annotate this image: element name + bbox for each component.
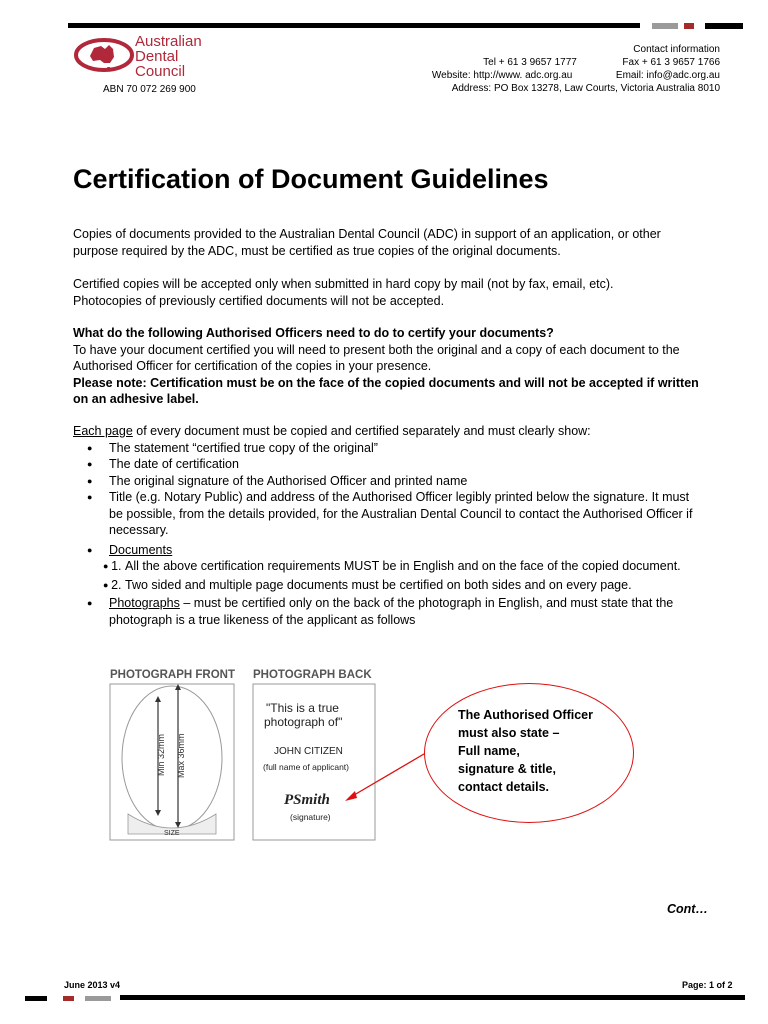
- tel: Tel + 61 3 9657 1777: [483, 57, 577, 68]
- photographs-item: [109, 595, 705, 628]
- logo-line-3: Council: [135, 63, 186, 80]
- signature-text: PSmith: [284, 792, 330, 808]
- min-label: Min 32mm: [156, 733, 166, 776]
- header-black-square: [705, 23, 743, 29]
- officers-heading: What do the following Authorised Officers need to do to certify your documents?: [73, 326, 554, 340]
- intro-p1: Copies of documents provided to the Australian Dental Council (ADC) in support of an application, or other purpose required by the ADC, must be certified as true copies of the original documents.: [73, 227, 661, 258]
- each-page-section: [73, 423, 705, 628]
- callout-line-1: The Authorised Officer: [458, 708, 593, 722]
- size-label: SIZE: [164, 830, 180, 837]
- requirements-list: [73, 440, 705, 629]
- logo-line-1: Australian: [135, 33, 202, 50]
- quote-line-1: "This is a true: [266, 701, 339, 715]
- footer-red-square: [63, 996, 74, 1001]
- quote-line-2: photograph of": [264, 715, 343, 729]
- documents-list: [73, 558, 705, 593]
- max-label: Max 36mm: [176, 733, 186, 778]
- callout-text: [458, 706, 593, 796]
- adc-logo-icon: [74, 32, 134, 82]
- documents-label: Documents: [109, 542, 173, 557]
- list-item: ● The statement “certified true copy of the original”: [109, 440, 705, 457]
- documents-item: [109, 542, 705, 594]
- list-item: ● The original signature of the Authorised Officer and printed name: [109, 473, 705, 490]
- applicant-caption: (full name of applicant): [263, 762, 349, 772]
- intro-paragraph-2: [73, 276, 705, 309]
- footer-rule: [120, 995, 745, 1000]
- intro-p2b: Photocopies of previously certified documents will not be accepted.: [73, 293, 445, 308]
- contact-phone-row: [432, 56, 720, 69]
- logo-wordmark: [135, 34, 202, 79]
- footer-date: June 2013 v4: [64, 980, 121, 990]
- photographs-text: – must be certified only on the back of the photograph in English, and must state that the photograph is a true likeness of the applicant as follows: [109, 596, 674, 627]
- intro-p2a: Certified copies will be accepted only when submitted in hard copy by mail (not by fax, email, etc).: [73, 277, 614, 291]
- officers-note: Please note: Certification must be on the face of the copied documents and will not be accepted if written on an adhesive label.: [73, 375, 699, 406]
- footer-page: Page: 1 of 2: [682, 980, 733, 990]
- applicant-name: JOHN CITIZEN: [274, 746, 343, 757]
- contact-web-row: [432, 69, 720, 82]
- list-item: ● Title (e.g. Notary Public) and address of the Authorised Officer legibly printed below the signature. It must be possible, from the details provided, for the Australian Dental Council to contact the Authorised Officer if necessary.: [109, 489, 705, 539]
- photo-back-label: PHOTOGRAPH BACK: [253, 669, 372, 681]
- each-page-intro: [73, 423, 705, 440]
- contact-title: Contact information: [633, 44, 720, 55]
- contact-info: [432, 43, 720, 95]
- photo-front-label: PHOTOGRAPH FRONT: [110, 669, 236, 681]
- abn: ABN 70 072 269 900: [103, 84, 196, 95]
- footer-black-square: [25, 996, 47, 1001]
- list-item: ● 2. Two sided and multiple page documents must be certified on both sides and on every page.: [125, 577, 705, 594]
- callout-line-4: signature & title,: [458, 762, 556, 776]
- intro-paragraph: [73, 226, 705, 259]
- callout-line-3: Full name,: [458, 744, 520, 758]
- list-item: ● The date of certification: [109, 456, 705, 473]
- officers-text: To have your document certified you will need to present both the original and a copy of each document to the Authorised Officer for certification of the copies in your presence.: [73, 342, 680, 373]
- list-item: ● 1. All the above certification requirements MUST be in English and on the face of the copied document.: [125, 558, 705, 575]
- address: Address: PO Box 13278, Law Courts, Victoria Australia 8010: [451, 83, 720, 94]
- page-title: Certification of Document Guidelines: [73, 164, 549, 194]
- callout-line-5: contact details.: [458, 780, 549, 794]
- officers-section: [73, 325, 705, 408]
- footer-grey-square: [85, 996, 111, 1001]
- each-page-rest: of every document must be copied and certified separately and must clearly show:: [132, 424, 591, 438]
- fax: Fax + 61 3 9657 1766: [622, 57, 720, 68]
- logo-line-2: Dental: [135, 48, 179, 65]
- website[interactable]: Website: http://www. adc.org.au: [431, 70, 573, 81]
- header-grey-square: [652, 23, 678, 29]
- header-red-square: [684, 23, 694, 29]
- header-rule: [68, 23, 640, 28]
- callout-line-2: must also state –: [458, 726, 560, 740]
- photographs-label: Photographs: [109, 596, 180, 610]
- each-page-underlined: Each page: [73, 424, 133, 438]
- signature-caption: (signature): [290, 812, 331, 822]
- continued-label: Cont…: [667, 902, 708, 916]
- email[interactable]: Email: info@adc.org.au: [615, 70, 720, 81]
